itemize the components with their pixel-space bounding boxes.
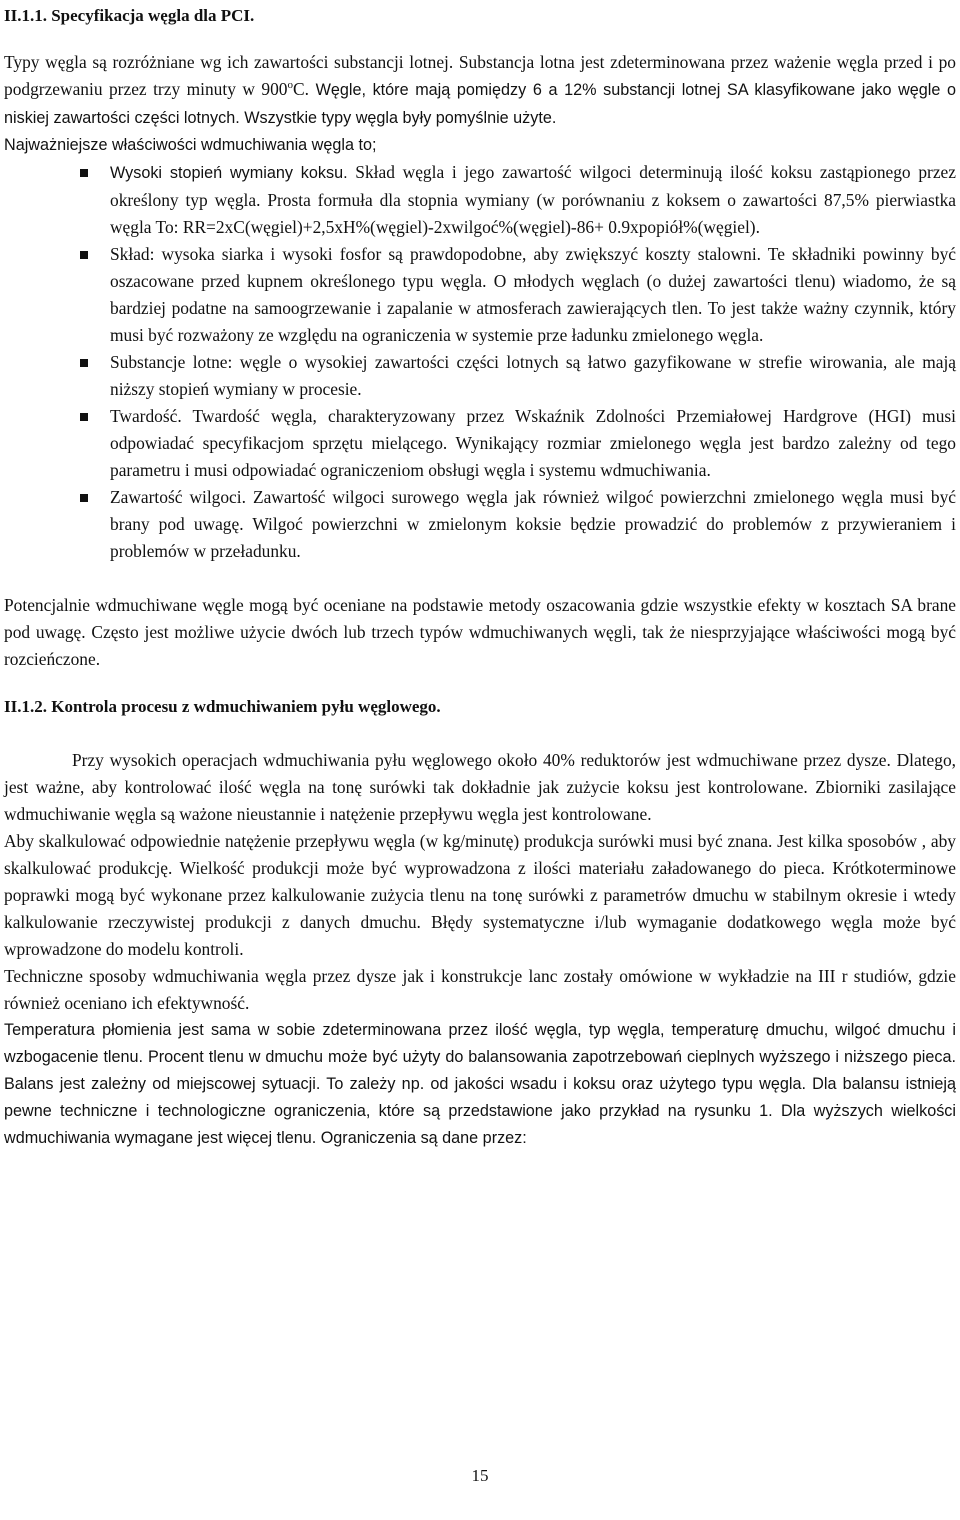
square-bullet-icon bbox=[80, 169, 88, 177]
list-item-body: Skład węgla i jego zawartość wilgoci determinują ilość koksu zastąpionego przez określony typ węgla. Prosta formuła dla stopnia wymiany (w porównaniu z koksem o zawartości 87,5% pierwiastka węgla To: RR=2xC(węgiel)+2,5xH%(węgiel)-2xwilgoć%(węgiel)-86+ 0.9xpopiół%(węgiel). bbox=[110, 162, 956, 237]
list-item bbox=[4, 403, 956, 484]
intro-text: Typy węgla są rozróżniane wg ich zawartości substancji lotnej. Substancja lotna jest zdeterminowana przez ważenie węgla przed i po podgrzewaniu przez trzy minuty w 900 bbox=[4, 52, 956, 99]
list-item-text bbox=[110, 159, 956, 241]
square-bullet-icon bbox=[80, 251, 88, 259]
list-item-text: Zawartość wilgoci. Zawartość wilgoci surowego węgla jak również wilgoć powierzchni zmielonego węgla musi być brany pod uwagę. Wilgoć powierzchni w zmielonym koksie będzie prowadzić do problemów z przywieraniem i problemów w przeładunku. bbox=[110, 487, 956, 561]
body-paragraph-2: Aby skalkulować odpowiednie natężenie przepływu węgla (w kg/minutę) produkcja surówki musi być znana. Jest kilka sposobów , aby skalkulować produkcję. Wielkość produkcji może być wyprowadzona z ilości materiału załadowanego do pieca. Krótkoterminowe poprawki mogą być wykonane przez kalkulowanie zużycia tlenu na tonę surówki z parametrów dmuchu w stabilnym okresie i wtedy kalkulowanie rzeczywistej produkcji z danych dmuchu. Błędy systematyczne i/lub wymaganie dodatkowego węgla może być wprowadzone do modelu kontroli. bbox=[4, 831, 956, 959]
square-bullet-icon bbox=[80, 413, 88, 421]
intro-text-continued: Węgle, które mają pomiędzy 6 a 12% substancji lotnej SA klasyfikowane jako węgle o niskiej zawartości części lotnych. Wszystkie typy węgla były pomyślnie użyte. bbox=[4, 81, 956, 127]
properties-intro: Najważniejsze właściwości wdmuchiwania węgla to; bbox=[4, 136, 377, 154]
list-item bbox=[4, 349, 956, 403]
body-paragraph-1: Przy wysokich operacjach wdmuchiwania pyłu węglowego około 40% reduktorów jest wdmuchiwane przez dysze. Dlatego, jest ważne, aby kontrolować ilość węgla na tonę surówki tak dokładnie jak zużycie koksu jest kontrolowane. Zbiorniki zasilające wdmuchiwanie węgla są ważone nieustannie i natężenie przepływu węgla jest kontrolowane. bbox=[4, 750, 956, 824]
closing-paragraph: Potencjalnie wdmuchiwane węgle mogą być oceniane na podstawie metody oszacowania gdzie wszystkie efekty w kosztach SA brane pod uwagę. Często jest możliwe użycie dwóch lub trzech typów wdmuchiwanych węgli, tak że niesprzyjające właściwości mogą być rozcieńczone. bbox=[4, 595, 956, 669]
section-heading-1: II.1.1. Specyfikacja węgla dla PCI. bbox=[4, 6, 255, 25]
square-bullet-icon bbox=[80, 494, 88, 502]
section-heading-2: II.1.2. Kontrola procesu z wdmuchiwaniem pyłu węglowego. bbox=[4, 697, 441, 716]
properties-list bbox=[4, 159, 956, 565]
body-paragraph-3: Techniczne sposoby wdmuchiwania węgla przez dysze jak i konstrukcje lanc zostały omówione w wykładzie na III r studiów, gdzie również oceniano ich efektywność. bbox=[4, 966, 956, 1013]
page-number: 15 bbox=[471, 1466, 489, 1485]
list-item bbox=[4, 241, 956, 349]
intro-paragraph bbox=[4, 49, 956, 132]
intro-unit: C. bbox=[293, 79, 309, 99]
list-item-text: Skład: wysoka siarka i wysoki fosfor są prawdopodobne, aby zwiększyć koszty stalowni. Te składniki powinny być oszacowane przed kupnem określonego typu węgla. O młodych węglach (o dużej zawartości tlenu) wiadomo, że są bardziej podatne na samoogrzewanie i zapalanie w atmosferach zawierających tlen. To jest także ważny czynnik, który musi być rozważony ze względu na ograniczenia w systemie prze ładunku zmielonego węgla. bbox=[110, 244, 956, 345]
list-item-text: Substancje lotne: węgle o wysokiej zawartości części lotnych są łatwo gazyfikowane w strefie wirowania, ale mają niższy stopień wymiany w procesie. bbox=[110, 352, 956, 399]
list-item bbox=[4, 484, 956, 565]
list-item-text: Twardość. Twardość węgla, charakteryzowany przez Wskaźnik Zdolności Przemiałowej Hardgrove (HGI) musi odpowiadać specyfikacjom sprzętu mielącego. Wynikający rozmiar zmielonego węgla jest bardzo zależny od tego parametru i musi odpowiadać ograniczeniom obsługi węgla i systemu wdmuchiwania. bbox=[110, 406, 956, 480]
list-item-lead: Wysoki stopień wymiany koksu. bbox=[110, 164, 348, 182]
list-item bbox=[4, 159, 956, 241]
square-bullet-icon bbox=[80, 359, 88, 367]
degree-superscript: o bbox=[287, 79, 293, 92]
body-paragraph-4: Temperatura płomienia jest sama w sobie zdeterminowana przez ilość węgla, typ węgla, temperaturę dmuchu, wilgoć dmuchu i wzbogacenie tlenu. Procent tlenu w dmuchu może być użyty do balansowania zapotrzebowań cieplnych wyższego i niższego pieca. Balans jest zależny od miejscowej sytuacji. To zależy np. od jakości wsadu i koksu oraz użytego typu węgla. Dla balansu istnieją pewne techniczne i technologiczne ograniczenia, które są przedstawione jako przykład na rysunku 1. Dla wyższych wielkości wdmuchiwania wymagane jest więcej tlenu. Ograniczenia są dane przez: bbox=[4, 1021, 956, 1147]
